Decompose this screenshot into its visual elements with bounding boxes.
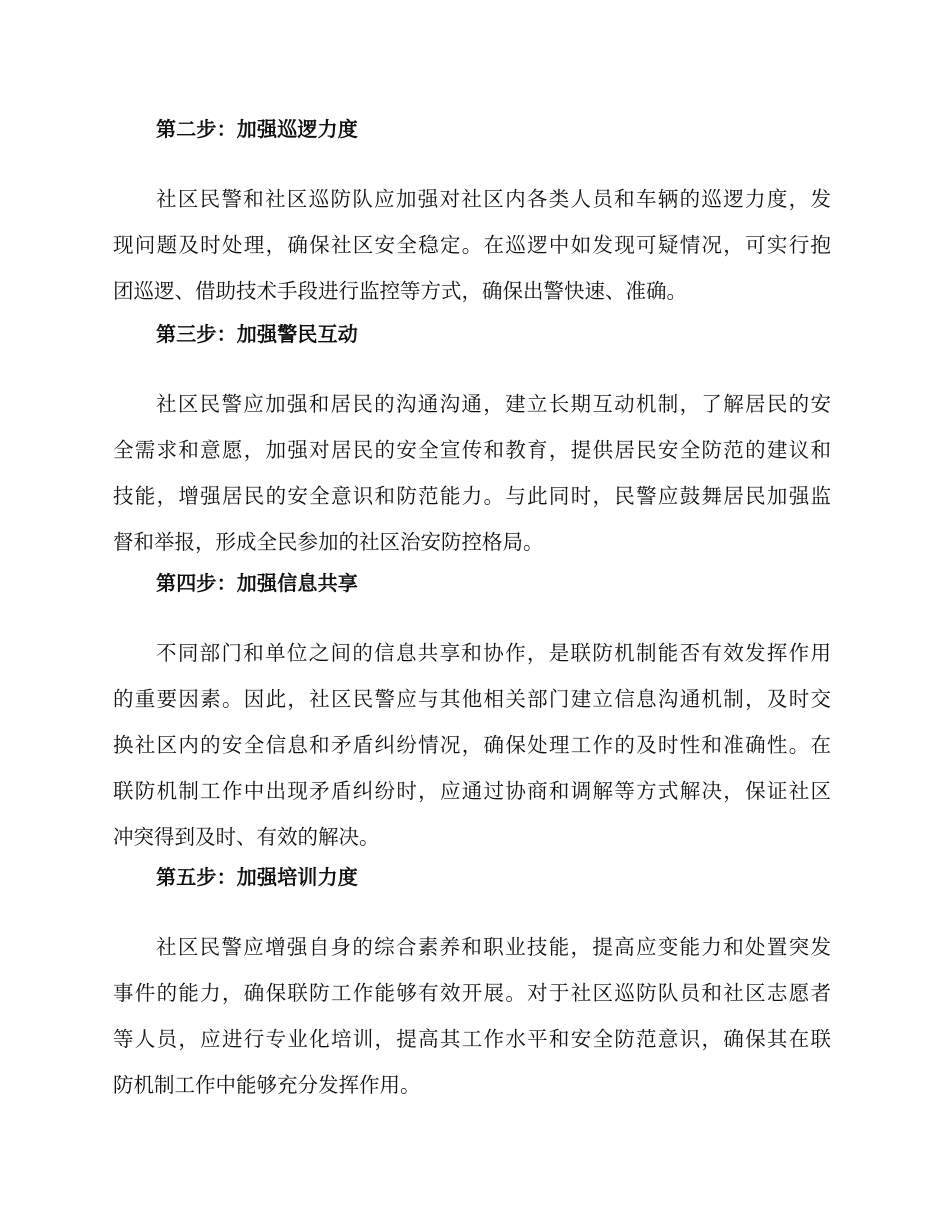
paragraph-line: 防机制工作中能够充分发挥作用。 (113, 1073, 421, 1097)
paragraph-line: 换社区内的安全信息和矛盾纠纷情况，确保处理工作的及时性和准确性。在 (113, 733, 831, 757)
paragraph-line: 团巡逻、借助技术手段进行监控等方式，确保出警快速、准确。 (113, 279, 687, 303)
paragraph-line: 现问题及时处理，确保社区安全稳定。在巡逻中如发现可疑情况，可实行抱 (113, 233, 831, 257)
paragraph-line: 督和举报，形成全民参加的社区治安防控格局。 (113, 530, 544, 554)
paragraph-line: 的重要因素。因此，社区民警应与其他相关部门建立信息沟通机制，及时交 (113, 687, 831, 711)
section-paragraph (113, 630, 831, 860)
section-paragraph (113, 381, 831, 565)
paragraph-line: 联防机制工作中出现矛盾纠纷时，应通过协商和调解等方式解决，保证社区 (113, 779, 831, 803)
paragraph-line: 社区民警和社区巡防队应加强对社区内各类人员和车辆的巡逻力度，发 (156, 187, 831, 211)
paragraph-line: 社区民警应增强自身的综合素养和职业技能，提高应变能力和处置突发 (156, 935, 831, 959)
section-info-sharing (113, 571, 831, 860)
paragraph-line: 全需求和意愿，加强对居民的安全宣传和教育，提供居民安全防范的建议和 (113, 438, 831, 462)
section-heading: 第四步：加强信息共享 (156, 571, 358, 595)
section-heading: 第五步：加强培训力度 (156, 865, 358, 889)
paragraph-line: 等人员，应进行专业化培训，提高其工作水平和安全防范意识，确保其在联 (113, 1027, 831, 1051)
section-patrol (113, 117, 831, 314)
section-paragraph (113, 176, 831, 314)
paragraph-line: 不同部门和单位之间的信息共享和协作，是联防机制能否有效发挥作用 (156, 641, 831, 665)
section-paragraph (113, 924, 831, 1108)
paragraph-line: 冲突得到及时、有效的解决。 (113, 825, 380, 849)
section-heading: 第三步：加强警民互动 (156, 322, 358, 346)
section-police-resident (113, 322, 831, 565)
paragraph-line: 事件的能力，确保联防工作能够有效开展。对于社区巡防队员和社区志愿者 (113, 981, 831, 1005)
paragraph-line: 社区民警应加强和居民的沟通沟通，建立长期互动机制，了解居民的安 (156, 392, 831, 416)
section-heading: 第二步：加强巡逻力度 (156, 117, 358, 141)
section-training (113, 865, 831, 1108)
paragraph-line: 技能，增强居民的安全意识和防范能力。与此同时，民警应鼓舞居民加强监 (113, 484, 831, 508)
